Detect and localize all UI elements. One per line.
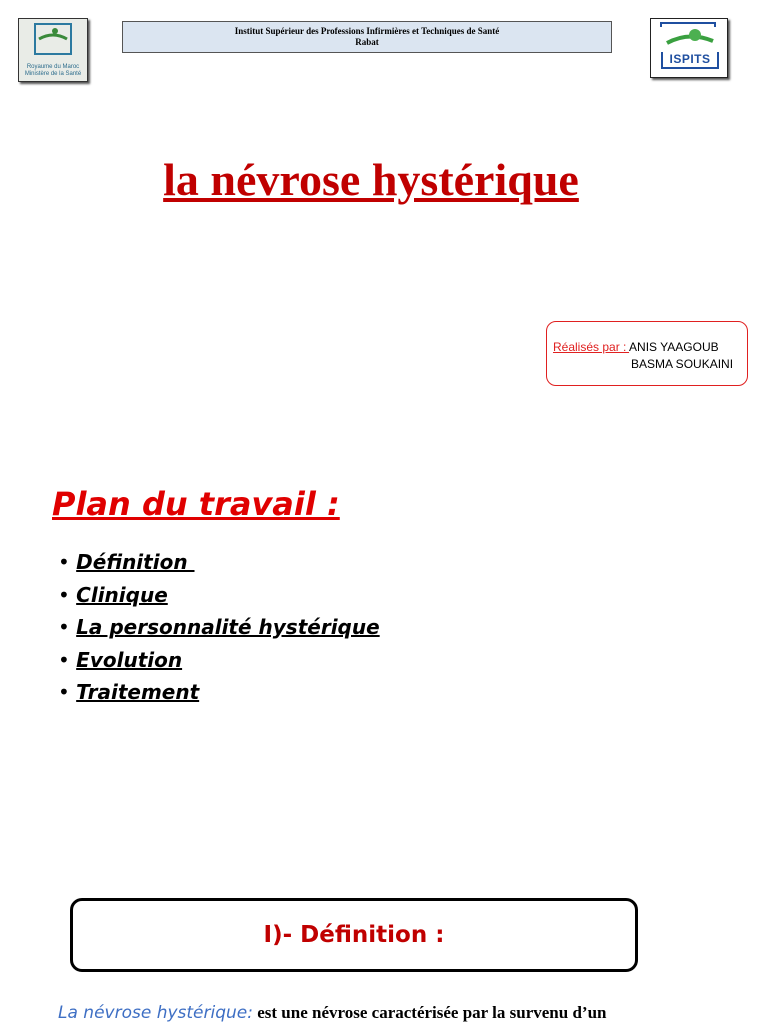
ministry-emblem-icon — [19, 19, 87, 64]
plan-item-clinique[interactable]: Clinique — [76, 582, 168, 607]
plan-list — [58, 546, 380, 709]
plan-item-traitement[interactable]: Traitement — [76, 680, 200, 704]
plan-item-evolution[interactable]: Evolution — [76, 647, 183, 672]
institute-city: Rabat — [355, 37, 379, 47]
plan-item — [58, 676, 380, 709]
plan-item — [58, 579, 380, 612]
definition-text: est une névrose caractérisée par la survenu d’un — [252, 1003, 607, 1022]
bullet: • — [58, 680, 77, 704]
definition-term: La névrose hystérique: — [58, 1003, 253, 1023]
ministry-caption-line2: Ministère de la Santé — [24, 71, 82, 77]
ispits-emblem-icon — [651, 19, 727, 55]
document-title: la névrose hystérique — [163, 154, 579, 205]
definition-paragraph — [58, 1003, 607, 1023]
bullet: • — [58, 615, 77, 639]
author-name-1: ANIS YAAGOUB — [629, 340, 719, 354]
bullet: • — [58, 550, 77, 574]
ministry-caption-line1: Royaume du Maroc — [26, 64, 80, 70]
plan-item — [58, 546, 380, 579]
author-name-2: BASMA SOUKAINI — [631, 357, 734, 371]
plan-item-definition[interactable]: Définition — [76, 550, 195, 574]
bullet: • — [58, 647, 77, 672]
ministry-logo — [18, 18, 88, 82]
plan-title: Plan du travail : — [52, 485, 340, 523]
institute-name: Institut Supérieur des Professions Infirmières et Techniques de Santé — [234, 26, 500, 36]
ispits-logo — [650, 18, 728, 78]
authors-box — [546, 321, 748, 386]
ispits-logo-text: ISPITS — [661, 52, 719, 69]
plan-item-personnalite[interactable]: La personnalité hystérique — [76, 615, 380, 639]
section-heading-definition: I)- Définition : — [70, 898, 638, 972]
institute-header — [122, 21, 612, 53]
authors-label: Réalisés par : — [553, 340, 630, 354]
bullet: • — [58, 582, 77, 607]
plan-item — [58, 644, 380, 677]
plan-item — [58, 611, 380, 644]
